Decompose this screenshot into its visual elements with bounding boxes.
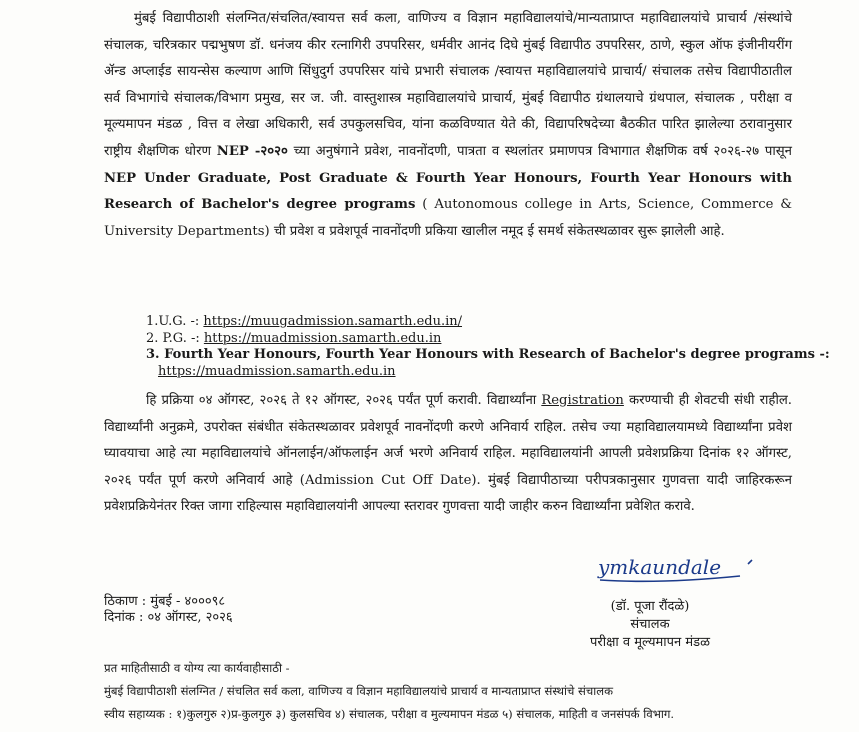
- programs-name: NEP Under Graduate, Post Graduate & Fourth Year Honours, Fourth Year Honours with Research of Bachelor's degree programs: [104, 170, 792, 213]
- list-item-pg: [146, 331, 796, 348]
- process-paragraph: [104, 388, 792, 521]
- admission-links-list: [146, 314, 830, 380]
- copy-to-heading: प्रत माहितीसाठी व योग्य त्या कार्यवाहीसाठी -: [104, 661, 290, 675]
- signatory-name: (डॉ. पूजा रौंदळे): [610, 599, 690, 614]
- nep-policy: NEP -२०२०: [216, 143, 288, 159]
- signature-text: ymkaundale: [598, 555, 722, 579]
- process-text-a: हि प्रक्रिया ०४ ऑगस्ट, २०२६ ते १२ ऑगस्ट, २०२६ पर्यंत पूर्ण करावी. विद्यार्थ्यांना: [146, 393, 537, 408]
- honours-label: 3. Fourth Year Honours, Fourth Year Honours with Research of Bachelor's degree programs -:: [146, 347, 830, 362]
- ug-admission-link[interactable]: https://muugadmission.samarth.edu.in/: [203, 314, 463, 329]
- ug-label: 1.U.G. -:: [146, 314, 204, 329]
- process-text-b: करण्याची ही शेवटची संधी राहील. विद्यार्थ्यांनी अनुक्रमे, उपरोक्त संबंधीत संकेतस्थळावर प्रवेशपूर्व नावनोंदणी करणे अनिवार्य राहिल. तसेच ज्या महाविद्यालयामध्ये विद्यार्थ्यांना प्रवेश घ्यावयाचा आहे त्या महाविद्यालयांचे ऑनलाईन/ऑफलाईन अर्ज भरणे अनिवार्य राहिल. महाविद्यालयांनी आपली प्रवेशप्रक्रिया दिनांक १२ ऑगस्ट, २०२६ पर्यंत पूर्ण करणे अनिवार्य आहे (Admission Cut Off Date). मुंबई विद्यापीठाच्या परीपत्रकानुसार गुणवत्ता यादी जाहिरकरून प्रवेशप्रक्रियेनंतर रिक्त जागा राहिल्यास महाविद्यालयांनी आपल्या स्तरावर गुणवत्ता यादी जाहीर करुन विद्यार्थ्यांना प्रवेशित करावे.: [104, 393, 792, 515]
- copy-to-block: [104, 657, 804, 726]
- pg-label: 2. P.G. -:: [146, 330, 204, 346]
- copy-to-colleges: मुंबई विद्यापीठाशी संलग्नित / संचलित सर्व कला, वाणिज्य व विज्ञान महाविद्यालयांचे प्राचार्य व मान्यताप्राप्त संस्थांचे संचालक: [104, 684, 614, 698]
- registration-link[interactable]: Registration: [541, 393, 624, 408]
- intro-paragraph: [104, 6, 792, 245]
- date-line: दिनांक : ०४ ऑगस्ट, २०२६: [104, 610, 233, 625]
- place-line: ठिकाण : मुंबई - ४०००९८: [104, 594, 226, 609]
- intro-text-c: ची प्रवेश व प्रवेशपूर्व नावनोंदणी प्रकिया खालील नमूद ई समर्थ संकेतस्थळावर सुरू झालेली आहे.: [273, 223, 725, 239]
- list-item-ug: [146, 314, 796, 331]
- place-date-block: [104, 594, 233, 626]
- signatory-title: संचालक: [630, 617, 670, 632]
- list-item-honours-url-row: [146, 364, 796, 381]
- honours-admission-link[interactable]: https://muadmission.samarth.edu.in: [158, 363, 396, 379]
- signatory-office: परीक्षा व मूल्यमापन मंडळ: [590, 635, 710, 650]
- intro-text-a: मुंबई विद्यापीठाशी संलग्नित/संचलित/स्वायत्त सर्व कला, वाणिज्य व विज्ञान महाविद्यालयांचे/मान्यताप्राप्त महाविद्यालयांचे प्राचार्य /संस्थांचे संचालक, चरित्रकार पद्मभुषण डॉ. धनंजय कीर रत्नागिरी उपपरिसर, धर्मवीर आनंद दिघे मुंबई विद्यापीठ उपपरिसर, ठाणे, स्कुल ऑफ इंजीनीयरींग ॲन्ड अप्लाईड सायन्सेस कल्याण आणि सिंधुदुर्ग उपपरिसर यांचे प्रभारी संचालक /स्वायत्त महाविद्यालयांचे प्राचार्य/ संचालक तसेच विद्यापीठातील सर्व विभागांचे संचालक/विभाग प्रमुख, सर ज. जी. वास्तुशास्त्र महाविद्यालयांचे प्राचार्य, मुंबई विद्यापीठ ग्रंथालयाचे ग्रंथपाल, संचालक , परीक्षा व मूल्यमापन मंडळ , वित्त व लेखा अधिकारी, सर्व उपकुलसचिव, यांना कळविण्यात येते की, विद्यापरिषदेच्या बैठकीत पारित झालेल्या ठरावानुसार राष्ट्रीय शैक्षणिक धोरण: [104, 11, 792, 159]
- signatory-block: [560, 598, 740, 652]
- signature-image: [590, 548, 760, 588]
- copy-to-officials: स्वीय सहाय्यक : १)कुलगुरु २)प्र-कुलगुरु ३) कुलसचिव ४) संचालक, परीक्षा व मुल्यमापन मंडळ ५) संचालक, माहिती व जनसंपर्क विभाग.: [104, 707, 675, 721]
- programs-scope: ( Autonomous college in Arts, Science, Commerce & University Departments): [104, 197, 793, 239]
- list-item-honours: [146, 347, 830, 364]
- intro-text-b: च्या अनुषंगाने प्रवेश, नावनोंदणी, पात्रता व स्थलांतर प्रमाणपत्र विभागात शैक्षणिक वर्ष २०२६-२७ पासून: [293, 143, 792, 159]
- pg-admission-link[interactable]: https://muadmission.samarth.edu.in: [203, 330, 442, 346]
